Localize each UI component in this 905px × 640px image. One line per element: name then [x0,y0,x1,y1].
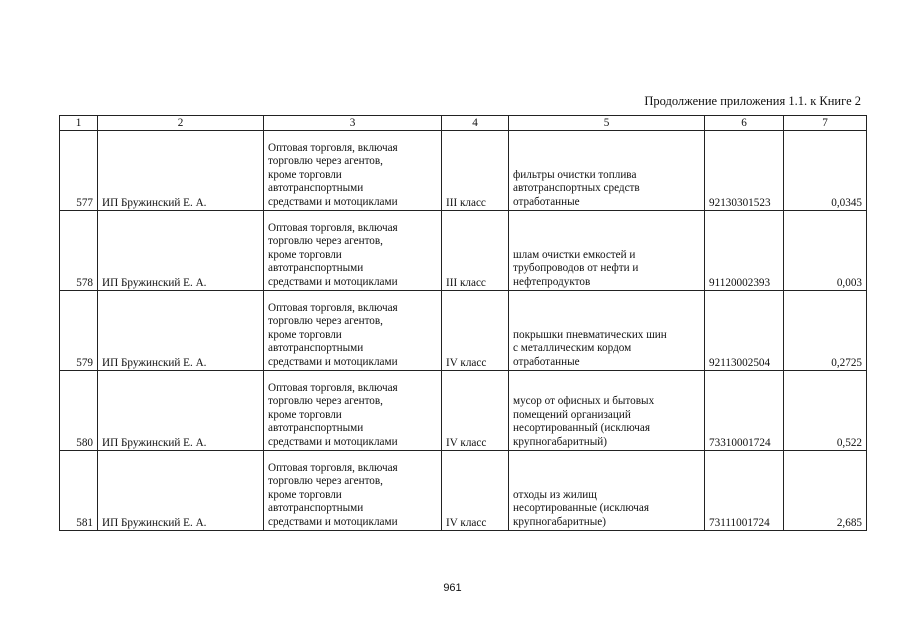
column-header: 6 [705,116,784,131]
activity-type: Оптовая торговля, включая торговлю через агентов, кроме торговли автотранспортными средствами и мотоциклами [264,291,442,371]
organization-name: ИП Бружинский Е. А. [98,211,264,291]
waste-name: мусор от офисных и бытовых помещений организаций несортированный (исключая крупногабаритный) [509,371,705,451]
hazard-class: III класс [442,131,509,211]
row-number: 580 [60,371,98,451]
row-number: 581 [60,451,98,531]
hazard-class: III класс [442,211,509,291]
waste-amount: 0,003 [784,211,867,291]
table-row [60,131,867,211]
activity-type: Оптовая торговля, включая торговлю через агентов, кроме торговли автотранспортными средствами и мотоциклами [264,211,442,291]
column-header: 7 [784,116,867,131]
waste-code: 73111001724 [705,451,784,531]
waste-amount: 2,685 [784,451,867,531]
column-header: 2 [98,116,264,131]
waste-amount: 0,2725 [784,291,867,371]
table-row [60,211,867,291]
column-header: 1 [60,116,98,131]
waste-amount: 0,522 [784,371,867,451]
row-number: 579 [60,291,98,371]
waste-name: отходы из жилищ несортированные (исключая крупногабаритные) [509,451,705,531]
waste-name: покрышки пневматических шин с металлическим кордом отработанные [509,291,705,371]
table-row [60,451,867,531]
organization-name: ИП Бружинский Е. А. [98,131,264,211]
row-number: 577 [60,131,98,211]
waste-name: фильтры очистки топлива автотранспортных средств отработанные [509,131,705,211]
organization-name: ИП Бружинский Е. А. [98,291,264,371]
waste-code: 73310001724 [705,371,784,451]
waste-amount: 0,0345 [784,131,867,211]
waste-code: 92130301523 [705,131,784,211]
waste-name: шлам очистки емкостей и трубопроводов от нефти и нефтепродуктов [509,211,705,291]
activity-type: Оптовая торговля, включая торговлю через агентов, кроме торговли автотранспортными средствами и мотоциклами [264,131,442,211]
table-row [60,291,867,371]
waste-table [59,115,867,531]
column-header: 5 [509,116,705,131]
hazard-class: IV класс [442,451,509,531]
row-number: 578 [60,211,98,291]
table-header-row [60,116,867,131]
hazard-class: IV класс [442,371,509,451]
hazard-class: IV класс [442,291,509,371]
waste-code: 92113002504 [705,291,784,371]
page-number: 961 [443,582,462,594]
column-header: 4 [442,116,509,131]
appendix-caption: Продолжение приложения 1.1. к Книге 2 [644,94,861,108]
table-row [60,371,867,451]
activity-type: Оптовая торговля, включая торговлю через агентов, кроме торговли автотранспортными средствами и мотоциклами [264,371,442,451]
waste-code: 91120002393 [705,211,784,291]
organization-name: ИП Бружинский Е. А. [98,451,264,531]
column-header: 3 [264,116,442,131]
organization-name: ИП Бружинский Е. А. [98,371,264,451]
activity-type: Оптовая торговля, включая торговлю через агентов, кроме торговли автотранспортными средствами и мотоциклами [264,451,442,531]
